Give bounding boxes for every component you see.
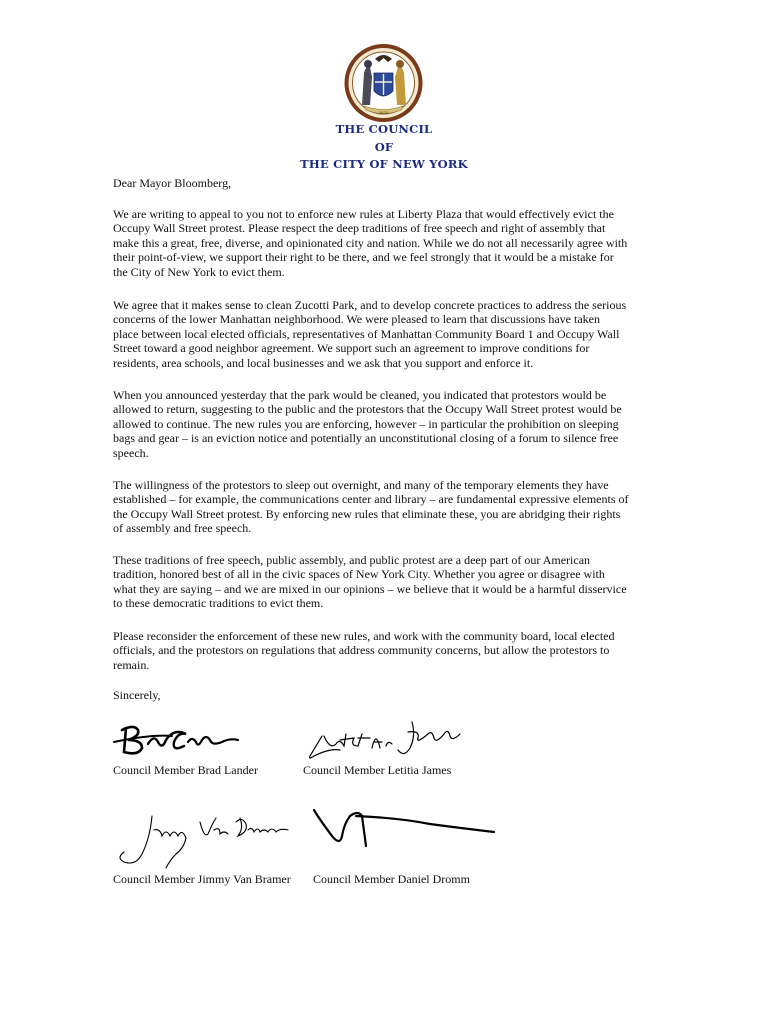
paragraph-line: the City of New York to evict them. <box>113 264 285 279</box>
closing: Sincerely, <box>113 688 161 702</box>
paragraph-3 <box>113 388 658 460</box>
letterhead-title: THE COUNCIL <box>335 122 433 136</box>
paragraph-line: speech. <box>113 445 149 460</box>
signature-daniel-dromm <box>310 806 500 858</box>
paragraph-line: We agree that it makes sense to clean Zucotti Park, and to develop concrete practices to address the serious <box>113 298 627 312</box>
paragraph-line: officials, and the protestors on regulations that address community concerns, but allow the protestors to <box>113 643 610 658</box>
paragraph-line: We are writing to appeal to you not to enforce new rules at Liberty Plaza that would effectively evict the <box>113 207 614 221</box>
paragraph-line: remain. <box>113 657 150 672</box>
paragraph-line: what they are saying – and we are mixed in our opinions – we believe that it would be a harmful disservice <box>113 581 627 596</box>
paragraph-line: The willingness of the protestors to sleep out overnight, and many of the temporary elements they have <box>113 478 609 492</box>
paragraph-line: place between local elected officials, representatives of Manhattan Community Board 1 and Occupy Wall <box>113 326 620 341</box>
paragraph-line: of assembly and free speech. <box>113 521 252 536</box>
paragraph-5 <box>113 553 658 611</box>
paragraph-line: to these democratic traditions to evict them. <box>113 596 324 611</box>
salutation: Dear Mayor Bloomberg, <box>113 176 232 190</box>
letterhead-city: THE CITY OF NEW YORK <box>300 157 468 171</box>
paragraph-line: allowed to continue. The new rules you are enforcing, however – in particular the prohibition on sleeping <box>113 416 619 431</box>
paragraph-line: Please reconsider the enforcement of these new rules, and work with the community board, local elected <box>113 629 615 643</box>
paragraph-2 <box>113 298 658 370</box>
paragraph-line: make this a great, free, diverse, and opinionated city and nation. While we do not all necessarily agree with <box>113 235 628 250</box>
paragraph-line: Occupy Wall Street protest. Please respect the deep traditions of free speech and right of assembly that <box>113 221 606 236</box>
paragraph-line: their point-of-view, we support their right to be there, and we feel strongly that it would be a mistake for <box>113 250 614 265</box>
paragraph-line: Street toward a good neighbor agreement. We support such an agreement to improve conditions for <box>113 341 590 356</box>
signatory-label: Council Member Letitia James <box>303 763 452 777</box>
paragraph-line: concerns of the lower Manhattan neighborhood. We were pleased to learn that discussions have taken <box>113 312 600 327</box>
paragraph-line: allowed to return, suggesting to the public and the protestors that the Occupy Wall Street protest would be <box>113 402 622 417</box>
signature-letitia-james <box>300 716 470 762</box>
signatory-label: Council Member Brad Lander <box>113 763 258 777</box>
paragraph-6 <box>113 629 658 672</box>
signatory-label: Council Member Jimmy Van Bramer <box>113 872 291 886</box>
signature-jimmy-van-bramer <box>112 808 302 870</box>
paragraph-line: the Occupy Wall Street protest. By enforcing new rules that eliminate these, you are abridging their rights <box>113 506 621 521</box>
paragraph-line: These traditions of free speech, public assembly, and public protest are a deep part of our American <box>113 553 591 567</box>
paragraph-line: established – for example, the communications center and library – are fundamental expressive elements of <box>113 492 629 507</box>
signatory-label: Council Member Daniel Dromm <box>313 872 470 886</box>
signature-brad-lander <box>112 716 252 762</box>
paragraph-4 <box>113 478 658 536</box>
paragraph-line: tradition, honored best of all in the civic spaces of New York City. Whether you agree or disagree with <box>113 567 605 582</box>
paragraph-line: When you announced yesterday that the park would be cleaned, you indicated that protestors would be <box>113 388 607 402</box>
paragraph-line: bags and gear – is an eviction notice and potentially an unconstitutional closing of a forum to silence free <box>113 431 619 446</box>
paragraph-1 <box>113 207 658 279</box>
paragraph-line: residents, area schools, and local businesses and we ask that you support and enforce it. <box>113 355 534 370</box>
letterhead-of: OF <box>374 140 394 154</box>
seal-year: 1625 <box>378 111 389 115</box>
city-seal-icon <box>342 43 425 123</box>
